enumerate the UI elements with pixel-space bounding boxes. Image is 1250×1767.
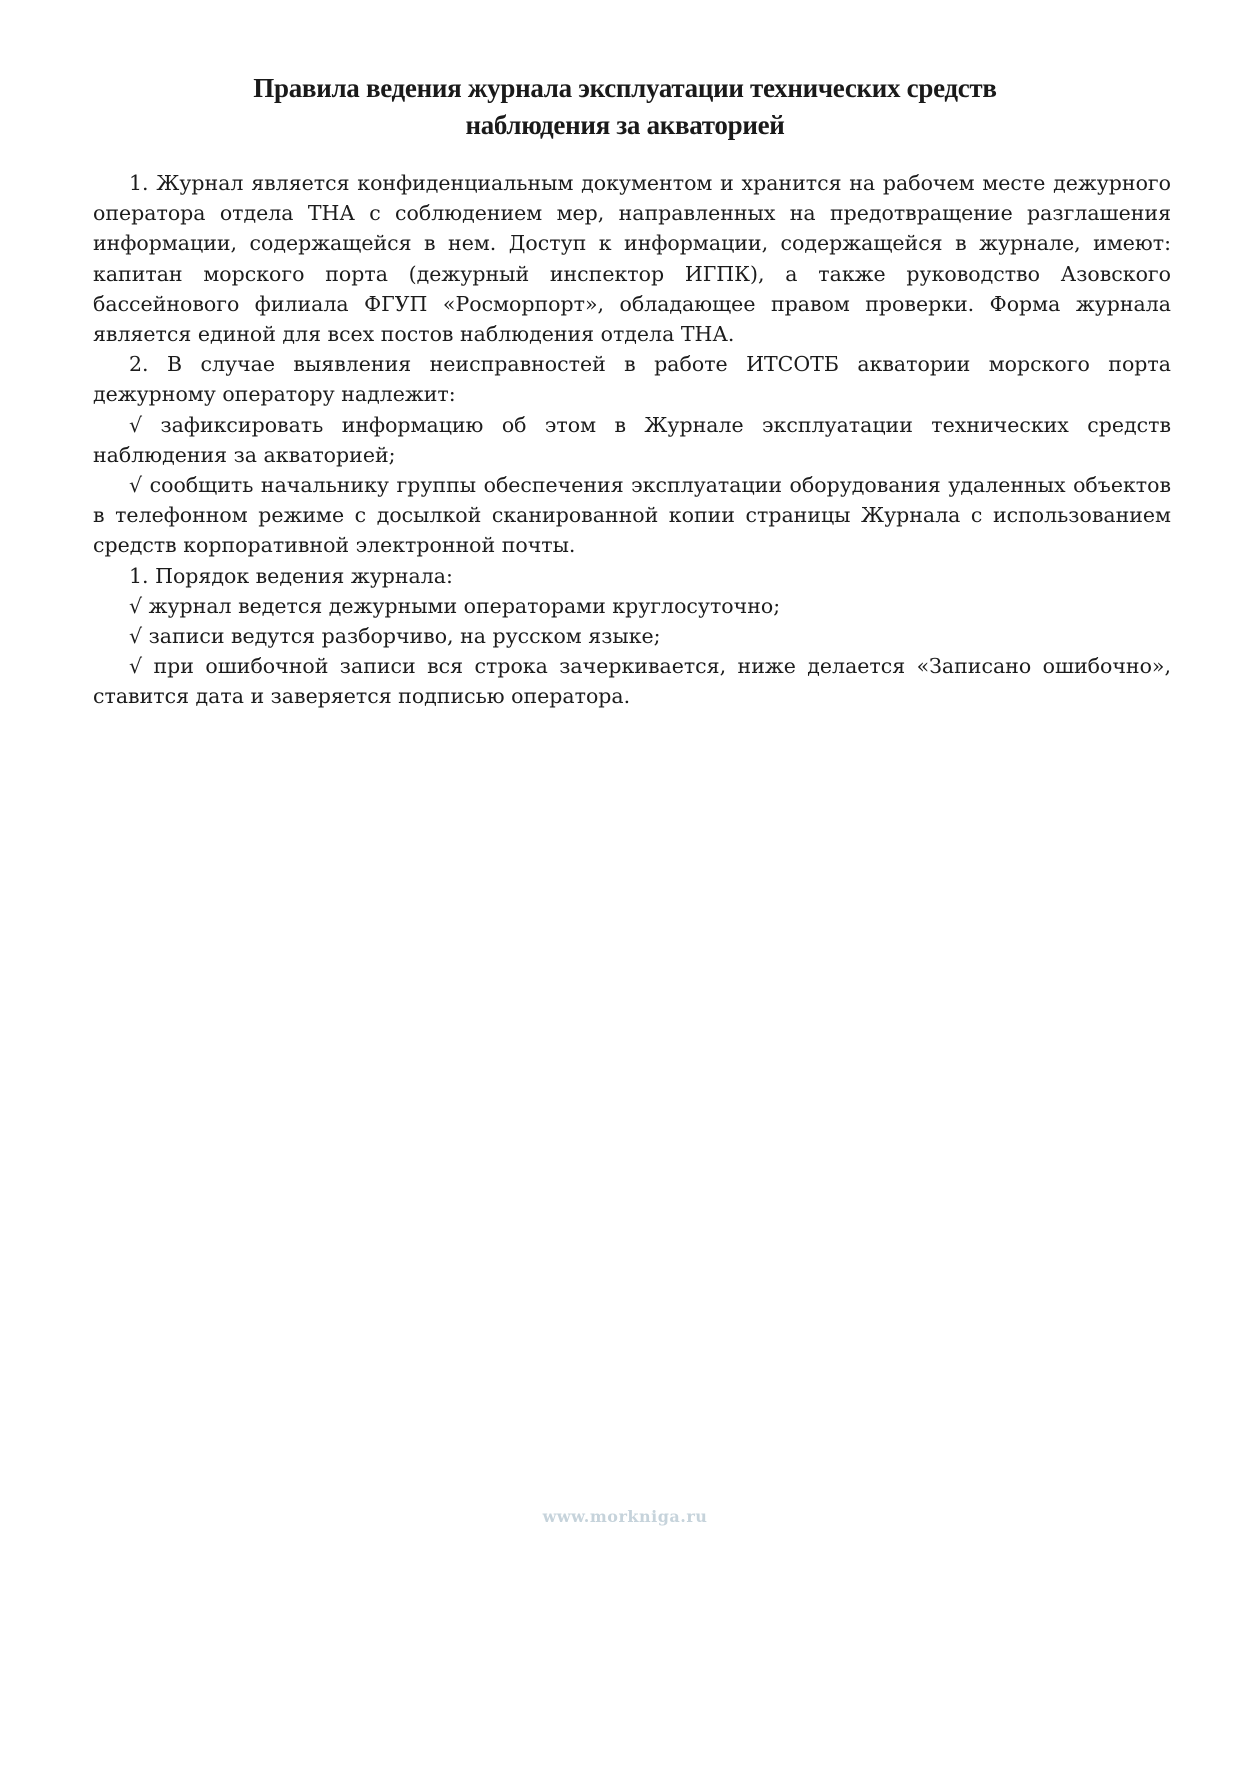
watermark: www.morkniga.ru xyxy=(542,1507,708,1526)
paragraph-text: 1. Журнал является конфиденциальным документом и хранится на рабочем месте дежурного оператора отдела ТНА с соблюдением мер, направленных на предотвращение разглашения информации, содержащейся в нем. Доступ к информации, содержащейся в журнале, имеют: капитан морского порта (дежурный инспектор ИГПК), а также руководство Азовского бассейнового филиала ФГУП «Росморпорт», обладающее правом проверки. Форма журнала является единой для всех постов наблюдения отдела ТНА. xyxy=(93,171,1171,347)
paragraph-text: 2. В случае выявления неисправностей в работе ИТСОТБ акватории морского порта дежурному оператору надлежит: xyxy=(93,352,1171,407)
paragraph-1 xyxy=(93,168,1171,349)
check-item-text: журнал ведется дежурными операторами круглосуточно; xyxy=(148,593,781,618)
check-item-text: зафиксировать информацию об этом в Журнале эксплуатации технических средств наблюдения за акваторией; xyxy=(93,412,1171,467)
document-title xyxy=(120,70,1130,144)
check-item xyxy=(93,410,1171,470)
check-item-text: сообщить начальнику группы обеспечения эксплуатации оборудования удаленных объектов в телефонном режиме с досылкой сканированной копии страницы Журнала с использованием средств корпоративной электронной почты. xyxy=(93,473,1171,558)
checkmark-icon: √ xyxy=(129,473,143,498)
title-line-1: Правила ведения журнала эксплуатации технических средств xyxy=(253,73,997,103)
checkmark-icon: √ xyxy=(129,654,143,679)
check-item xyxy=(93,470,1171,561)
check-item xyxy=(93,621,1171,651)
title-line-2: наблюдения за акваторией xyxy=(465,110,785,140)
checkmark-icon: √ xyxy=(129,412,143,437)
document-body xyxy=(93,168,1171,712)
paragraph-3 xyxy=(93,561,1171,591)
check-item-text: при ошибочной записи вся строка зачеркивается, ниже делается «Записано ошибочно», ставится дата и заверяется подписью оператора. xyxy=(93,654,1171,709)
paragraph-2 xyxy=(93,349,1171,409)
check-item xyxy=(93,591,1171,621)
paragraph-text: 1. Порядок ведения журнала: xyxy=(129,563,453,588)
checkmark-icon: √ xyxy=(129,624,143,649)
checkmark-icon: √ xyxy=(129,593,143,618)
check-item xyxy=(93,651,1171,711)
check-item-text: записи ведутся разборчиво, на русском языке; xyxy=(148,624,661,649)
